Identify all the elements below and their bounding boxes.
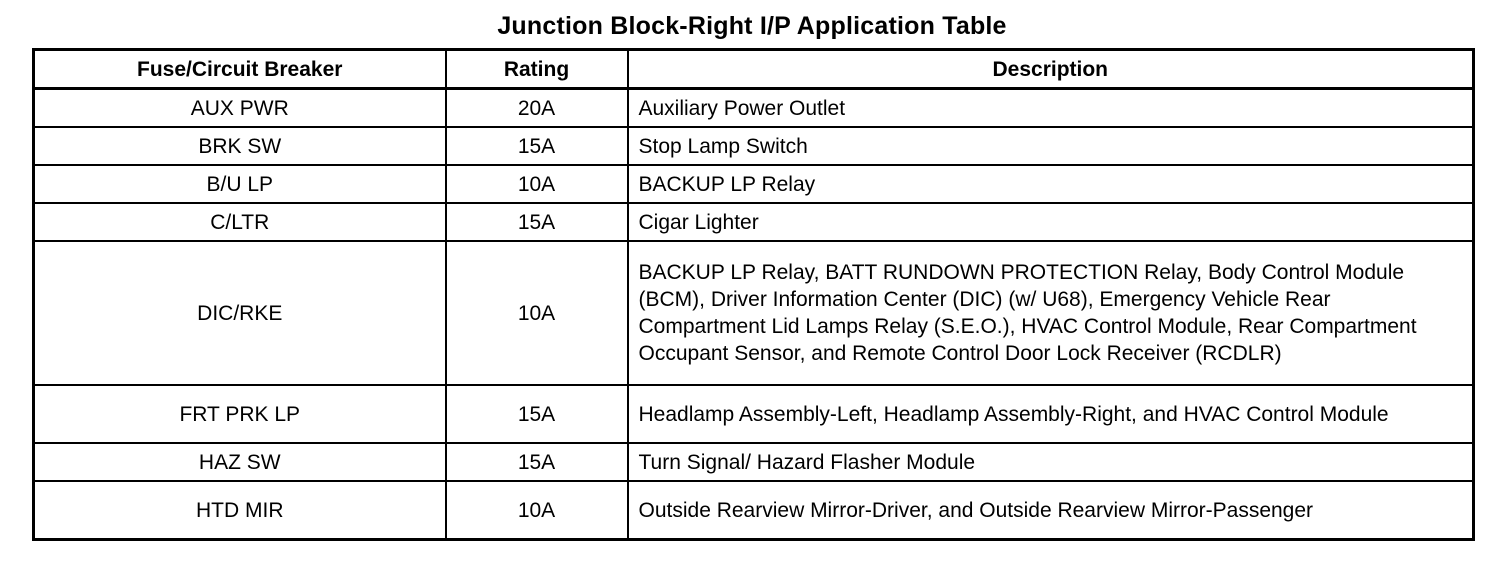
description-cell: Auxiliary Power Outlet — [628, 89, 1474, 128]
description-cell: Turn Signal/ Hazard Flasher Module — [628, 443, 1474, 481]
table-row — [34, 89, 1474, 128]
application-table — [32, 48, 1475, 541]
table-row — [34, 241, 1474, 385]
header-row — [34, 50, 1474, 89]
rating-cell: 15A — [446, 203, 628, 241]
description-cell: Cigar Lighter — [628, 203, 1474, 241]
header-description: Description — [628, 50, 1474, 89]
table-title: Junction Block-Right I/P Application Table — [497, 12, 1007, 40]
description-cell: BACKUP LP Relay — [628, 165, 1474, 203]
fuse-cell: B/U LP — [34, 165, 446, 203]
table-row — [34, 127, 1474, 165]
table-row — [34, 443, 1474, 481]
header-fuse: Fuse/Circuit Breaker — [34, 50, 446, 89]
rating-cell: 15A — [446, 127, 628, 165]
table-row — [34, 481, 1474, 540]
description-cell: BACKUP LP Relay, BATT RUNDOWN PROTECTION Relay, Body Control Module (BCM), Driver Information Center (DIC) (w/ U68), Emergency Vehicle Rear Compartment Lid Lamps Relay (S.E.O.), HVAC Control Module, Rear Compartment Occupant Sensor, and Remote Control Door Lock Receiver (RCDLR) — [628, 241, 1474, 385]
rating-cell: 10A — [446, 165, 628, 203]
header-rating: Rating — [446, 50, 628, 89]
fuse-cell: HAZ SW — [34, 443, 446, 481]
table-row — [34, 203, 1474, 241]
fuse-cell: HTD MIR — [34, 481, 446, 540]
description-cell: Outside Rearview Mirror-Driver, and Outside Rearview Mirror-Passenger — [628, 481, 1474, 540]
fuse-cell: BRK SW — [34, 127, 446, 165]
fuse-cell: AUX PWR — [34, 89, 446, 128]
rating-cell: 10A — [446, 481, 628, 540]
rating-cell: 20A — [446, 89, 628, 128]
description-cell: Headlamp Assembly-Left, Headlamp Assembly-Right, and HVAC Control Module — [628, 385, 1474, 443]
rating-cell: 10A — [446, 241, 628, 385]
rating-cell: 15A — [446, 443, 628, 481]
table-row — [34, 385, 1474, 443]
rating-cell: 15A — [446, 385, 628, 443]
table-row — [34, 165, 1474, 203]
description-cell: Stop Lamp Switch — [628, 127, 1474, 165]
fuse-cell: FRT PRK LP — [34, 385, 446, 443]
fuse-cell: C/LTR — [34, 203, 446, 241]
fuse-cell: DIC/RKE — [34, 241, 446, 385]
